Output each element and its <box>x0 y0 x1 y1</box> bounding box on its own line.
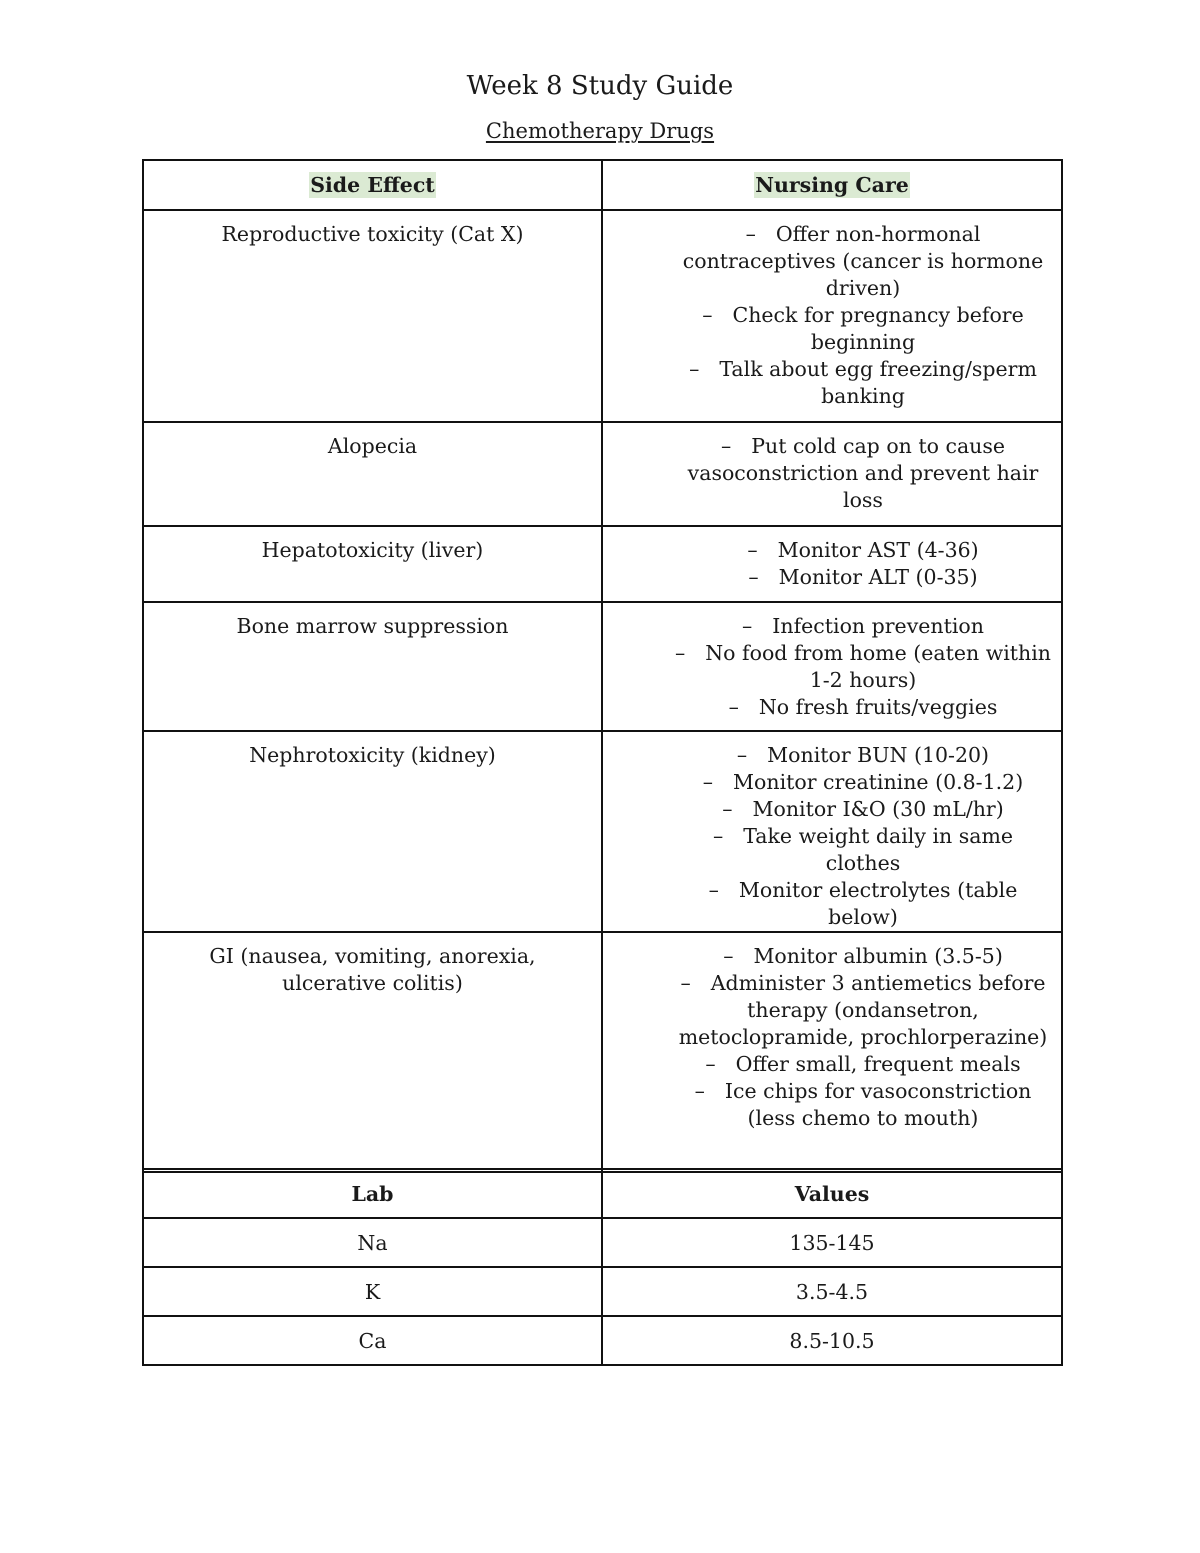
care-item-text: Monitor BUN (10-20) <box>767 743 990 767</box>
column-header-lab: Lab <box>143 1169 602 1218</box>
table-row <box>143 1316 1062 1365</box>
dash-bullet-icon: – <box>712 824 724 848</box>
care-item-text: No food from home (eaten within 1-2 hours) <box>705 641 1052 692</box>
list-item <box>673 823 1053 877</box>
list-item <box>673 943 1053 970</box>
table-row <box>143 526 1062 602</box>
column-header-nursing-care: Nursing Care <box>602 160 1062 210</box>
table-header-row <box>143 160 1062 210</box>
dash-bullet-icon: – <box>722 797 733 821</box>
nursing-care-cell <box>602 210 1062 422</box>
dash-bullet-icon: – <box>689 357 700 381</box>
list-item <box>673 640 1053 694</box>
care-item-text: Talk about egg freezing/sperm banking <box>719 357 1037 408</box>
list-item <box>673 694 1053 721</box>
care-item-text: Take weight daily in same clothes <box>743 824 1014 875</box>
care-list <box>673 221 1053 410</box>
care-item-text: Infection prevention <box>772 614 984 638</box>
list-item <box>673 877 1053 931</box>
side-effect-cell: Nephrotoxicity (kidney) <box>143 731 602 932</box>
dash-bullet-icon: – <box>742 614 753 638</box>
dash-bullet-icon: – <box>702 770 714 794</box>
lab-value-cell: 8.5-10.5 <box>602 1316 1062 1365</box>
care-list <box>673 742 1053 931</box>
list-item <box>673 742 1053 769</box>
care-item-text: Monitor I&O (30 mL/hr) <box>752 797 1004 821</box>
side-effects-table <box>142 159 1063 1173</box>
side-effect-cell: Alopecia <box>143 422 602 526</box>
nursing-care-cell <box>602 602 1062 731</box>
care-item-text: Offer non-hormonal contraceptives (cancer is hormone driven) <box>682 222 1044 300</box>
lab-value-cell: 3.5-4.5 <box>602 1267 1062 1316</box>
care-item-text: Monitor ALT (0-35) <box>778 565 978 589</box>
labs-table <box>142 1168 1063 1366</box>
care-item-text: Monitor AST (4-36) <box>777 538 979 562</box>
dash-bullet-icon: – <box>708 878 719 902</box>
nursing-care-cell <box>602 932 1062 1172</box>
nursing-care-cell <box>602 731 1062 932</box>
nursing-care-cell <box>602 526 1062 602</box>
lab-name-cell: Na <box>143 1218 602 1267</box>
list-item <box>673 537 1053 564</box>
dash-bullet-icon: – <box>694 1079 705 1103</box>
dash-bullet-icon: – <box>680 971 691 995</box>
list-item <box>673 613 1053 640</box>
dash-bullet-icon: – <box>728 695 739 719</box>
table-row <box>143 1267 1062 1316</box>
dash-bullet-icon: – <box>723 944 734 968</box>
list-item <box>673 769 1053 796</box>
dash-bullet-icon: – <box>705 1052 716 1076</box>
dash-bullet-icon: – <box>674 641 686 665</box>
table-row <box>143 731 1062 932</box>
nursing-care-cell <box>602 422 1062 526</box>
side-effect-cell: Bone marrow suppression <box>143 602 602 731</box>
lab-name-cell: Ca <box>143 1316 602 1365</box>
care-list <box>673 613 1053 721</box>
page-title: Week 8 Study Guide <box>466 71 734 101</box>
table-row <box>143 932 1062 1172</box>
care-list <box>673 537 1053 591</box>
table-row <box>143 210 1062 422</box>
side-effect-cell: Reproductive toxicity (Cat X) <box>143 210 602 422</box>
dash-bullet-icon: – <box>745 222 756 246</box>
dash-bullet-icon: – <box>736 743 748 767</box>
dash-bullet-icon: – <box>748 565 759 589</box>
side-effect-cell: GI (nausea, vomiting, anorexia, ulcerative colitis) <box>143 932 602 1172</box>
care-list <box>673 943 1053 1132</box>
lab-value-cell: 135-145 <box>602 1218 1062 1267</box>
table-row <box>143 422 1062 526</box>
list-item <box>673 221 1053 302</box>
list-item <box>673 564 1053 591</box>
dash-bullet-icon: – <box>702 303 713 327</box>
care-item-text: No fresh fruits/veggies <box>758 695 998 719</box>
column-header-values: Values <box>602 1169 1062 1218</box>
table-header-row <box>143 1169 1062 1218</box>
care-list <box>673 433 1053 514</box>
care-item-text: Monitor albumin (3.5-5) <box>753 944 1003 968</box>
dash-bullet-icon: – <box>747 538 758 562</box>
column-header-side-effect: Side Effect <box>143 160 602 210</box>
table-row <box>143 1218 1062 1267</box>
side-effect-cell: Hepatotoxicity (liver) <box>143 526 602 602</box>
list-item <box>673 302 1053 356</box>
page-subtitle <box>0 116 1200 146</box>
care-item-text: Ice chips for vasoconstriction (less chemo to mouth) <box>724 1079 1032 1130</box>
care-item-text: Administer 3 antiemetics before therapy (ondansetron, metoclopramide, prochlorperazine) <box>678 971 1048 1049</box>
list-item <box>673 1078 1053 1132</box>
care-item-text: Check for pregnancy before beginning <box>732 303 1024 354</box>
care-item-text: Offer small, frequent meals <box>735 1052 1021 1076</box>
care-item-text: Monitor electrolytes (table below) <box>738 878 1018 929</box>
dash-bullet-icon: – <box>720 434 732 458</box>
list-item <box>673 970 1053 1051</box>
lab-name-cell: K <box>143 1267 602 1316</box>
list-item <box>673 796 1053 823</box>
care-item-text: Put cold cap on to cause vasoconstriction and prevent hair loss <box>687 434 1039 512</box>
list-item <box>673 1051 1053 1078</box>
table-row <box>143 602 1062 731</box>
list-item <box>673 433 1053 514</box>
list-item <box>673 356 1053 410</box>
page-subtitle-text: Chemotherapy Drugs <box>485 119 715 143</box>
care-item-text: Monitor creatinine (0.8-1.2) <box>733 770 1024 794</box>
